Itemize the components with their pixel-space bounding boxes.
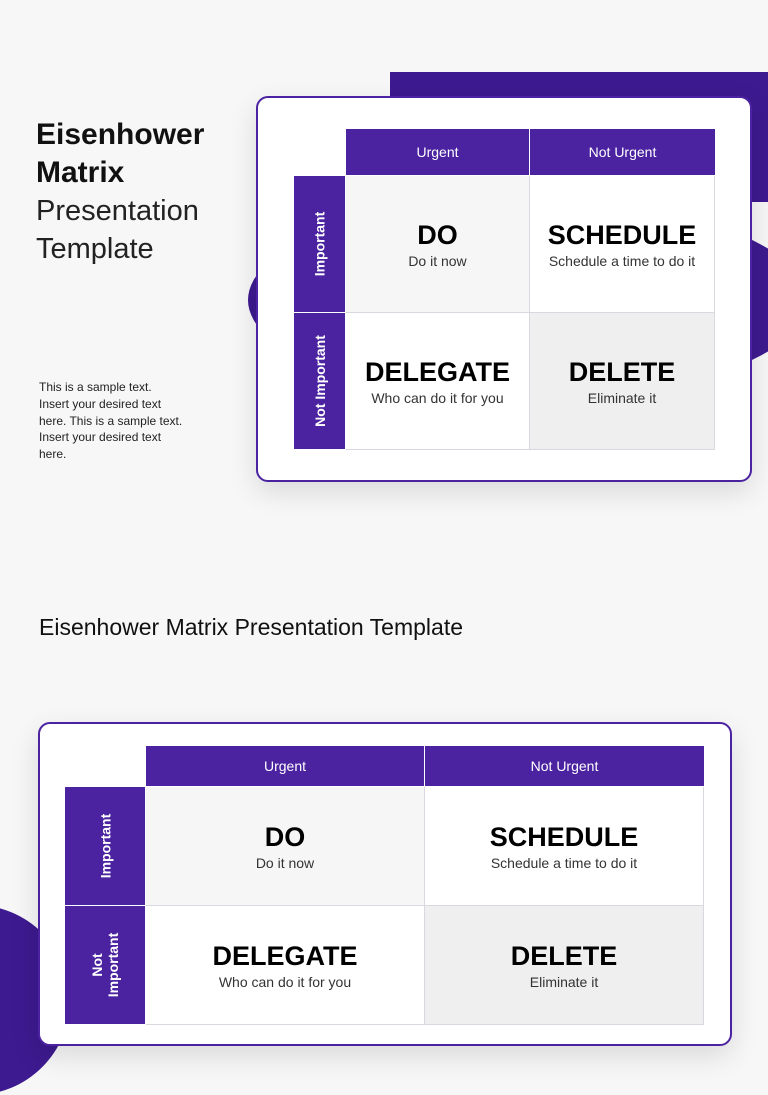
row-header-not-important: Not Important <box>65 906 145 1024</box>
cell-subtitle: Eliminate it <box>587 390 657 406</box>
cell-title: DELETE <box>510 941 618 971</box>
title-line-1: Eisenhower <box>36 118 205 151</box>
row-header-important: Important <box>294 176 345 312</box>
cell-delegate <box>146 906 425 1025</box>
slide-title <box>36 116 204 268</box>
sample-text: This is a sample text. Insert your desired text here. This is a sample text. Insert your desired text here. <box>39 380 183 462</box>
matrix-card <box>256 96 752 482</box>
cell-title: SCHEDULE <box>489 822 639 852</box>
cell-subtitle: Who can do it for you <box>371 390 504 406</box>
cell-delegate <box>346 313 530 450</box>
matrix-card-large <box>38 722 732 1046</box>
cell-subtitle: Who can do it for you <box>218 974 352 990</box>
cell-title: DELETE <box>568 357 676 387</box>
cell-do <box>146 787 425 906</box>
cell-title: SCHEDULE <box>547 220 697 250</box>
column-header-urgent: Urgent <box>346 129 529 175</box>
subtitle-line-1: Presentation <box>36 195 199 227</box>
subtitle-line-2: Template <box>36 233 154 265</box>
title-line-2: Matrix <box>36 156 125 189</box>
cell-subtitle: Do it now <box>255 855 315 871</box>
row-header-important: Important <box>65 787 145 905</box>
cell-subtitle: Schedule a time to do it <box>548 253 696 269</box>
cell-do <box>346 176 530 313</box>
cell-subtitle: Schedule a time to do it <box>490 855 638 871</box>
section-heading: Eisenhower Matrix Presentation Template <box>39 614 464 640</box>
cell-delete <box>530 313 715 450</box>
cell-title: DO <box>264 822 306 852</box>
cell-subtitle: Eliminate it <box>529 974 599 990</box>
row-header-not-important: Not Important <box>294 313 345 449</box>
cell-delete <box>425 906 704 1025</box>
cell-subtitle: Do it now <box>408 253 467 269</box>
column-header-urgent: Urgent <box>146 746 424 786</box>
cell-title: DELEGATE <box>364 357 510 387</box>
cell-title: DELEGATE <box>212 941 358 971</box>
column-header-not-urgent: Not Urgent <box>530 129 715 175</box>
cell-title: DO <box>417 220 458 250</box>
cell-schedule <box>530 176 715 313</box>
column-header-not-urgent: Not Urgent <box>425 746 704 786</box>
cell-schedule <box>425 787 704 906</box>
